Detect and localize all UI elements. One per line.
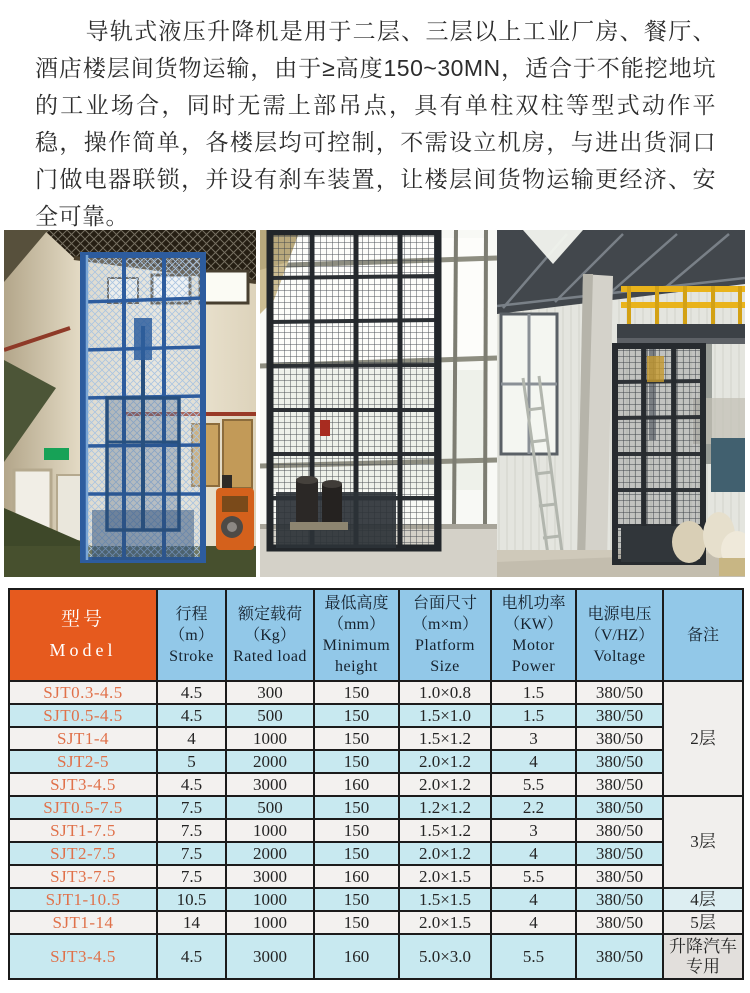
spec-cell: 5.5 bbox=[491, 934, 576, 979]
spec-cell: 1000 bbox=[226, 888, 314, 911]
spec-cell: 380/50 bbox=[576, 865, 663, 888]
column-header: 电机功率 （KW） Motor Power bbox=[491, 589, 576, 681]
table-row bbox=[9, 796, 743, 819]
spec-cell: 5.0×3.0 bbox=[399, 934, 491, 979]
photo-dark-lift-windows bbox=[260, 230, 497, 577]
spec-cell: 150 bbox=[314, 796, 399, 819]
spec-cell: 2000 bbox=[226, 750, 314, 773]
spec-cell: 4 bbox=[491, 750, 576, 773]
spec-cell: 2.0×1.2 bbox=[399, 842, 491, 865]
column-header: 台面尺寸 （m×m） Platform Size bbox=[399, 589, 491, 681]
spec-cell: 150 bbox=[314, 888, 399, 911]
spec-cell: 300 bbox=[226, 681, 314, 704]
column-header: 最低高度 （mm） Minimum height bbox=[314, 589, 399, 681]
spec-cell: 4 bbox=[491, 888, 576, 911]
spec-cell: 380/50 bbox=[576, 888, 663, 911]
spec-cell: 1.5×1.5 bbox=[399, 888, 491, 911]
model-cell: SJT1-4 bbox=[9, 727, 157, 750]
spec-cell: 380/50 bbox=[576, 796, 663, 819]
spec-cell: 150 bbox=[314, 727, 399, 750]
model-cell: SJT1-14 bbox=[9, 911, 157, 934]
spec-cell: 5.5 bbox=[491, 773, 576, 796]
spec-cell: 7.5 bbox=[157, 796, 226, 819]
spec-cell: 7.5 bbox=[157, 842, 226, 865]
table-row bbox=[9, 704, 743, 727]
spec-cell: 1.5 bbox=[491, 681, 576, 704]
model-cell: SJT3-4.5 bbox=[9, 773, 157, 796]
spec-cell: 1.5 bbox=[491, 704, 576, 727]
spec-cell: 1000 bbox=[226, 819, 314, 842]
column-header: 行程 （m） Stroke bbox=[157, 589, 226, 681]
table-row bbox=[9, 727, 743, 750]
spec-cell: 380/50 bbox=[576, 842, 663, 865]
column-header: 额定载荷 （Kg） Rated load bbox=[226, 589, 314, 681]
spec-cell: 3 bbox=[491, 819, 576, 842]
spec-cell: 380/50 bbox=[576, 934, 663, 979]
spec-cell: 2.2 bbox=[491, 796, 576, 819]
spec-cell: 380/50 bbox=[576, 819, 663, 842]
spec-cell: 150 bbox=[314, 842, 399, 865]
spec-cell: 3000 bbox=[226, 934, 314, 979]
spec-cell: 4.5 bbox=[157, 934, 226, 979]
table-row bbox=[9, 865, 743, 888]
spec-cell: 2.0×1.5 bbox=[399, 865, 491, 888]
photo-lift-mezzanine bbox=[497, 230, 745, 577]
column-header: 备注 bbox=[663, 589, 743, 681]
remark-cell: 3层 bbox=[663, 796, 743, 888]
spec-cell: 10.5 bbox=[157, 888, 226, 911]
table-row bbox=[9, 911, 743, 934]
spec-cell: 4.5 bbox=[157, 704, 226, 727]
table-row bbox=[9, 773, 743, 796]
model-cell: SJT0.5-7.5 bbox=[9, 796, 157, 819]
spec-cell: 150 bbox=[314, 681, 399, 704]
spec-cell: 160 bbox=[314, 865, 399, 888]
model-cell: SJT0.3-4.5 bbox=[9, 681, 157, 704]
table-row bbox=[9, 681, 743, 704]
spec-cell: 160 bbox=[314, 773, 399, 796]
table-row bbox=[9, 819, 743, 842]
blue-lift-cage bbox=[83, 255, 203, 560]
spec-cell: 4 bbox=[157, 727, 226, 750]
spec-cell: 4.5 bbox=[157, 773, 226, 796]
spec-cell: 1.0×0.8 bbox=[399, 681, 491, 704]
spec-cell: 2.0×1.2 bbox=[399, 750, 491, 773]
product-photos bbox=[4, 230, 746, 577]
spec-cell: 5 bbox=[157, 750, 226, 773]
spec-cell: 380/50 bbox=[576, 704, 663, 727]
spec-cell: 4 bbox=[491, 911, 576, 934]
spec-cell: 2.0×1.2 bbox=[399, 773, 491, 796]
spec-cell: 160 bbox=[314, 934, 399, 979]
spec-table bbox=[8, 588, 744, 980]
model-cell: SJT3-7.5 bbox=[9, 865, 157, 888]
spec-cell: 380/50 bbox=[576, 727, 663, 750]
spec-cell: 1.5×1.0 bbox=[399, 704, 491, 727]
table-row bbox=[9, 842, 743, 865]
spec-cell: 1000 bbox=[226, 911, 314, 934]
spec-cell: 1.5×1.2 bbox=[399, 727, 491, 750]
spec-cell: 380/50 bbox=[576, 681, 663, 704]
table-row bbox=[9, 934, 743, 979]
intro-paragraph: 导轨式液压升降机是用于二层、三层以上工业厂房、餐厅、酒店楼层间货物运输，由于≥高度150~30MN，适合于不能挖地坑的工业场合，同时无需上部吊点，具有单柱双柱等型式动作平稳，操作简单，各楼层均可控制，不需设立机房，与进出货洞口门做电器联锁，并设有刹车装置，让楼层间货物运输更经济、安全可靠。 bbox=[35, 18, 716, 229]
remark-cell: 4层 bbox=[663, 888, 743, 911]
model-cell: SJT2-5 bbox=[9, 750, 157, 773]
model-cell: SJT1-7.5 bbox=[9, 819, 157, 842]
spec-cell: 7.5 bbox=[157, 865, 226, 888]
spec-cell: 380/50 bbox=[576, 911, 663, 934]
spec-cell: 3000 bbox=[226, 773, 314, 796]
spec-cell: 7.5 bbox=[157, 819, 226, 842]
spec-table-head bbox=[9, 589, 743, 681]
spec-cell: 1.5×1.2 bbox=[399, 819, 491, 842]
spec-cell: 500 bbox=[226, 796, 314, 819]
remark-cell: 5层 bbox=[663, 911, 743, 934]
spec-cell: 4 bbox=[491, 842, 576, 865]
spec-cell: 150 bbox=[314, 911, 399, 934]
spec-cell: 1.2×1.2 bbox=[399, 796, 491, 819]
spec-table-body bbox=[9, 681, 743, 979]
table-row bbox=[9, 750, 743, 773]
spec-cell: 380/50 bbox=[576, 773, 663, 796]
model-cell: SJT2-7.5 bbox=[9, 842, 157, 865]
spec-cell: 3 bbox=[491, 727, 576, 750]
model-cell: SJT3-4.5 bbox=[9, 934, 157, 979]
spec-cell: 2.0×1.5 bbox=[399, 911, 491, 934]
remark-cell: 升降汽车专用 bbox=[663, 934, 743, 979]
spec-cell: 2000 bbox=[226, 842, 314, 865]
photo-blue-lift bbox=[4, 230, 256, 577]
spec-cell: 150 bbox=[314, 750, 399, 773]
spec-cell: 3000 bbox=[226, 865, 314, 888]
spec-cell: 5.5 bbox=[491, 865, 576, 888]
spec-cell: 500 bbox=[226, 704, 314, 727]
model-cell: SJT1-10.5 bbox=[9, 888, 157, 911]
spec-cell: 4.5 bbox=[157, 681, 226, 704]
spec-cell: 380/50 bbox=[576, 750, 663, 773]
spec-cell: 14 bbox=[157, 911, 226, 934]
spec-cell: 1000 bbox=[226, 727, 314, 750]
remark-cell: 2层 bbox=[663, 681, 743, 796]
dark-lift-cage bbox=[270, 232, 438, 548]
spec-cell: 150 bbox=[314, 704, 399, 727]
table-row bbox=[9, 888, 743, 911]
model-cell: SJT0.5-4.5 bbox=[9, 704, 157, 727]
column-header: 型号 Model bbox=[9, 589, 157, 681]
spec-cell: 150 bbox=[314, 819, 399, 842]
column-header: 电源电压 （V/HZ） Voltage bbox=[576, 589, 663, 681]
header-row bbox=[9, 589, 743, 681]
